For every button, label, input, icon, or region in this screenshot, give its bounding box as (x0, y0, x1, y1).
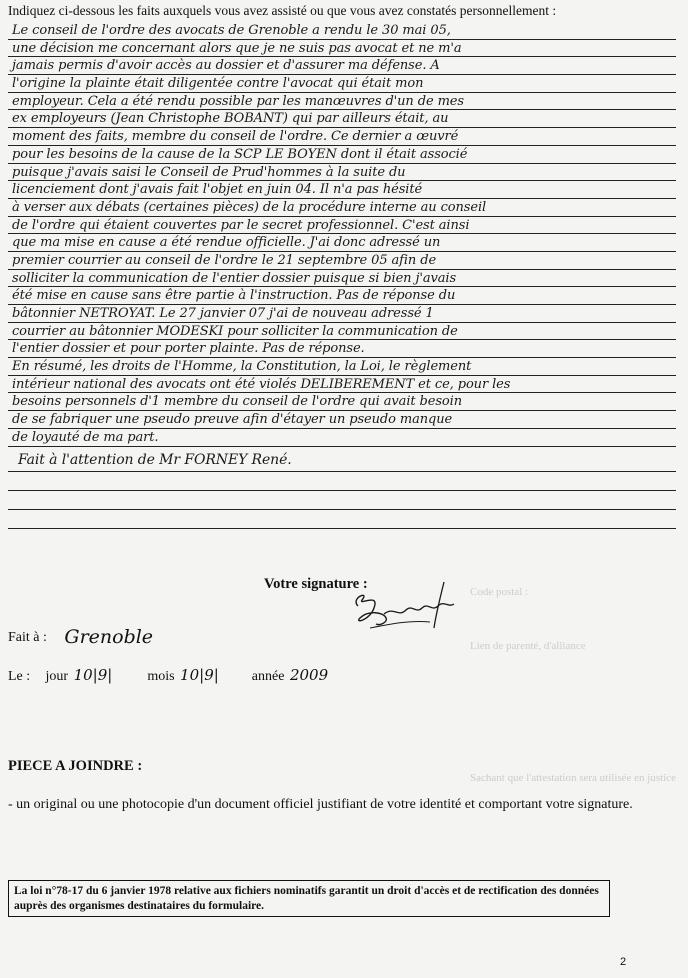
instruction-text: Indiquez ci-dessous les faits auxquels vous avez assisté ou que vous avez constatés personnellement : (8, 3, 557, 18)
piece-text: - un original ou une photocopie d'un document officiel justifiant de votre identité et comportant votre signature. (8, 797, 633, 812)
date-jour-label: jour (45, 669, 69, 684)
handwritten-statement (8, 22, 676, 529)
statement-line: courrier au bâtonnier MODESKI pour solliciter la communication de (8, 323, 676, 341)
statement-line: employeur. Cela a été rendu possible par les manœuvres d'un de mes (8, 93, 676, 111)
statement-line: moment des faits, membre du conseil de l'ordre. Ce dernier a œuvré (8, 128, 676, 146)
blank-rule (8, 510, 676, 529)
blank-rule (8, 472, 676, 491)
date-mois-label: mois (147, 669, 175, 684)
statement-line: Le conseil de l'ordre des avocats de Grenoble a rendu le 30 mai 05, (8, 22, 676, 40)
statement-line: que ma mise en cause a été rendue officielle. J'ai donc adressé un (8, 234, 676, 252)
bleed-through-text: Code postal : (470, 586, 529, 598)
date-le-label: Le : (8, 669, 31, 684)
statement-line: pour les besoins de la cause de la SCP LE BOYEN dont il était associé (8, 146, 676, 164)
statement-line: puisque j'avais saisi le Conseil de Prud'hommes à la suite du (8, 164, 676, 182)
fait-a-value[interactable]: Grenoble (64, 626, 154, 648)
law-notice-box: La loi n°78-17 du 6 janvier 1978 relative aux fichiers nominatifs garantit un droit d'accès et de rectification des données auprès des organismes destinataires du formulaire. (8, 880, 610, 917)
bleed-through-text: Sachant que l'attestation sera utilisée en justice (470, 772, 677, 784)
statement-line: été mise en cause sans être partie à l'instruction. Pas de réponse du (8, 287, 676, 305)
fait-a-row (8, 624, 153, 646)
statement-line: l'origine la plainte était diligentée contre l'avocat qui était mon (8, 75, 676, 93)
statement-line: besoins personnels d'1 membre du conseil de l'ordre qui avait besoin (8, 393, 676, 411)
statement-line: solliciter la communication de l'entier dossier puisque si bien j'avais (8, 270, 676, 288)
date-annee-label: année (251, 669, 285, 684)
date-row (8, 666, 328, 685)
statement-line: En résumé, les droits de l'Homme, la Constitution, la Loi, le règlement (8, 358, 676, 376)
statement-line: à verser aux débats (certaines pièces) de la procédure interne au conseil (8, 199, 676, 217)
page-number: 2 (620, 956, 627, 968)
statement-line: de se fabriquer une pseudo preuve afin d'étayer un pseudo manque (8, 411, 676, 429)
signature-label: Votre signature : (264, 576, 368, 592)
bleed-through-text: Lien de parenté, d'alliance (470, 640, 586, 652)
date-jour-value[interactable]: 10|9| (73, 666, 113, 684)
date-mois-value[interactable]: 10|9| (180, 666, 219, 684)
statement-line: une décision me concernant alors que je ne suis pas avocat et ne m'a (8, 40, 676, 58)
statement-line: intérieur national des avocats ont été violés DELIBEREMENT et ce, pour les (8, 376, 676, 394)
piece-title: PIECE A JOINDRE : (8, 758, 143, 774)
statement-line: jamais permis d'avoir accès au dossier et d'assurer ma défense. A (8, 57, 676, 75)
attention-line: Fait à l'attention de Mr FORNEY René. (8, 450, 676, 472)
statement-line: licenciement dont j'avais fait l'objet en juin 04. Il n'a pas hésité (8, 181, 676, 199)
statement-line: ex employeurs (Jean Christophe BOBANT) qui par ailleurs était, au (8, 110, 676, 128)
statement-line: bâtonnier NETROYAT. Le 27 janvier 07 j'ai de nouveau adressé 1 (8, 305, 676, 323)
statement-line: l'entier dossier et pour porter plainte. Pas de réponse. (8, 340, 676, 358)
signature-mark (340, 578, 470, 643)
fait-a-label: Fait à : (8, 630, 47, 645)
statement-line: de l'ordre qui étaient couvertes par le secret professionnel. C'est ainsi (8, 217, 676, 235)
statement-line: premier courrier au conseil de l'ordre le 21 septembre 05 afin de (8, 252, 676, 270)
statement-line: de loyauté de ma part. (8, 429, 676, 447)
blank-rule (8, 491, 676, 510)
date-annee-value[interactable]: 2009 (289, 666, 329, 684)
